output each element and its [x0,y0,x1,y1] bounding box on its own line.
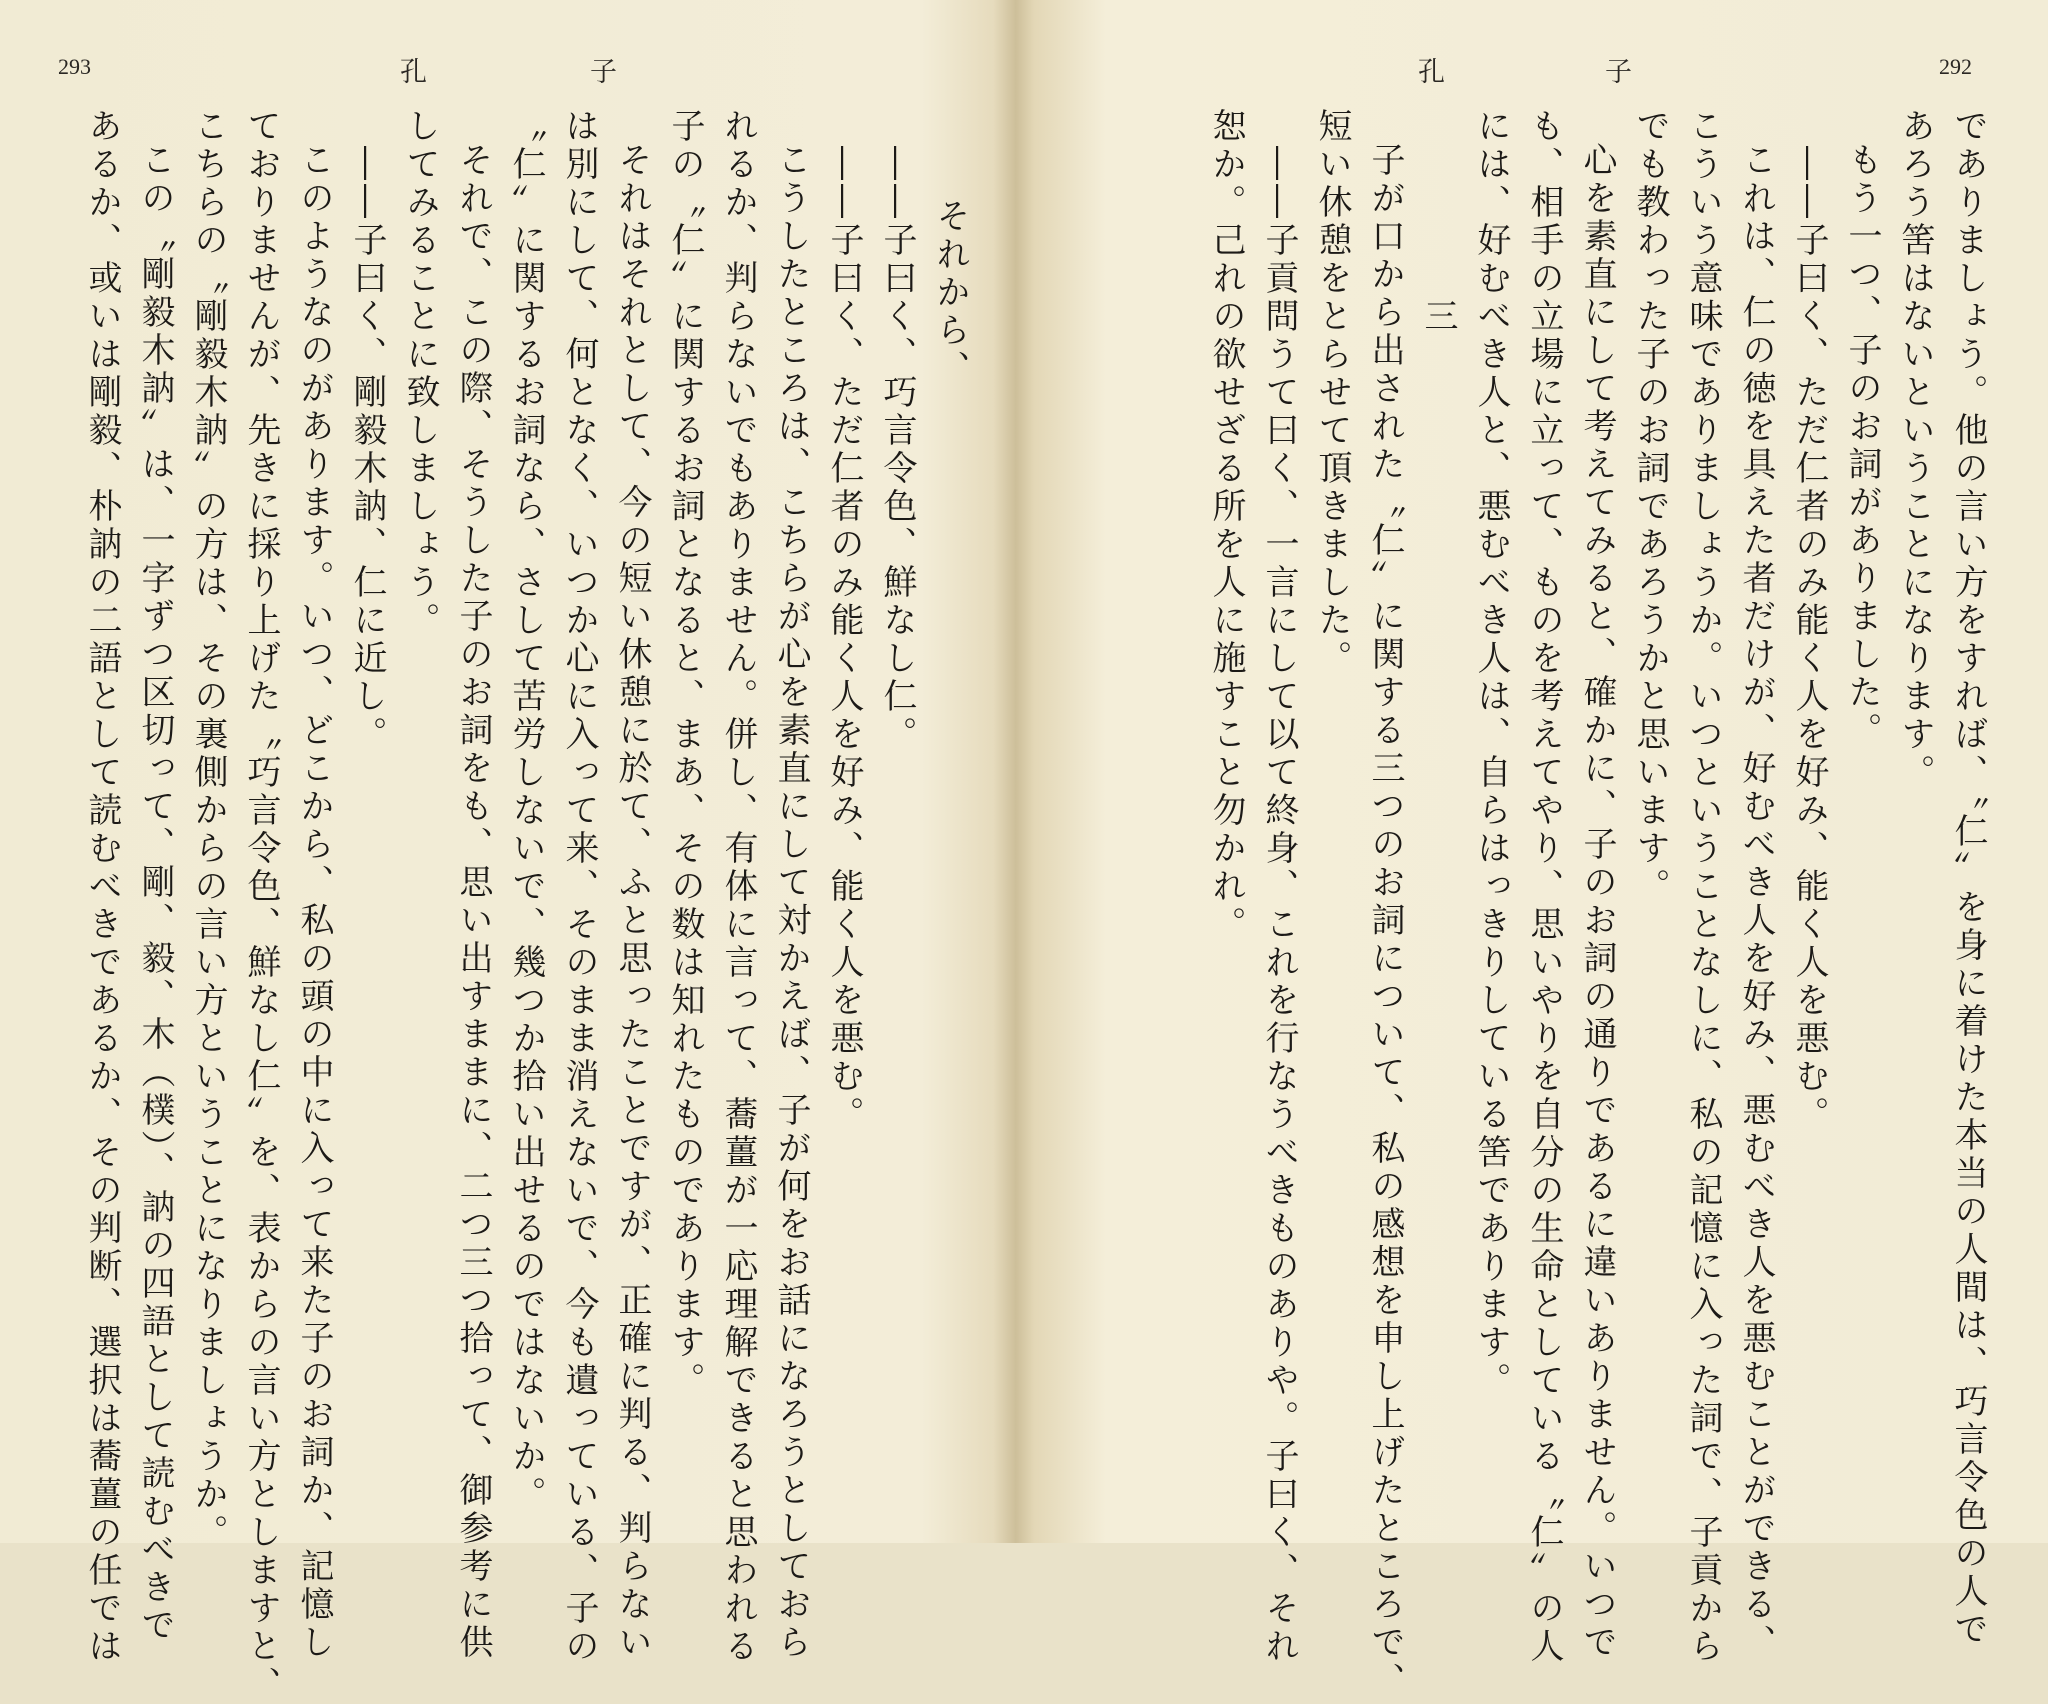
running-header-char: 孔 [400,57,427,88]
text-line: この〝剛毅木訥〟は、一字ずつ区切って、剛、毅、木（樸）、訥の四語として読むべきで [135,142,175,1645]
text-line: には、好むべき人と、悪むべき人は、自らはっきりしている筈であります。 [1471,108,1511,1400]
text-line: このようなのがあります。いつ、どこから、私の頭の中に入って来た子のお詞か、記憶し [294,142,334,1662]
text-line: これは、仁の徳を具えた者だけが、好むべき人を好み、悪むべき人を悪むことができる、 [1736,142,1776,1662]
body-text [1062,108,1994,1700]
text-line: こうしたところは、こちらが心を素直にして対かえば、子が何をお話になろうとしておら [771,142,811,1662]
text-line: ――子曰く、巧言令色、鮮なし仁。 [877,146,917,754]
text-line: ――子貢問うて曰く、一言にして以て終身、これを行なうべきものありや。子曰く、それ [1259,146,1299,1666]
text-line: それはそれとして、今の短い休憩に於て、ふと思ったことですが、正確に判る、判らない [612,142,652,1662]
text-line: ――子曰く、剛毅木訥、仁に近し。 [347,146,387,754]
page-left [0,0,1010,1704]
text-line: もう一つ、子のお詞がありました。 [1842,142,1882,750]
text-line: それから、 [930,198,970,388]
body-text [36,108,976,1704]
text-line: こちらの〝剛毅木訥〟の方は、その裏側からの言い方ということになりましょうか。 [188,108,228,1552]
text-line: 恕か。己れの欲せざる所を人に施すこと勿かれ。 [1206,108,1246,944]
text-line: それで、この際、そうした子のお詞をも、思い出すままに、二つ三つ拾って、御参考に供 [453,142,493,1662]
text-line: 子が口から出された〝仁〟に関する三つのお詞について、私の感想を申し上げたところで、 [1365,142,1405,1700]
page-number: 293 [58,54,91,79]
page-right [1038,0,2048,1700]
text-line: あるか、或いは剛毅、朴訥の二語として読むべきであるか、その判断、選択は蕎薑の任では [82,108,122,1666]
section-number: 三 [1418,298,1458,336]
text-line: 子の〝仁〟に関するお詞となると、まあ、その数は知れたものであります。 [665,108,705,1400]
text-line: あろう筈はないということになります。 [1895,108,1935,792]
running-header-char: 子 [1605,57,1632,88]
text-line: でも教わった子のお詞であろうかと思います。 [1630,108,1670,906]
text-line: ておりませんが、先きに採り上げた〝巧言令色、鮮なし仁〟を、表からの言い方としますと、 [241,108,281,1704]
text-line: でありましょう。他の言い方をすれば、〝仁〟を身に着けた本当の人間は、巧言令色の人で [1948,108,1988,1649]
page-number: 292 [1939,54,1972,79]
running-header-char: 孔 [1418,57,1445,88]
text-line: れるか、判らないでもありません。併し、有体に言って、蕎薑が一応理解できると思われる [718,108,758,1666]
text-line: 短い休憩をとらせて頂きました。 [1312,108,1352,678]
text-line: 〝仁〟に関するお詞なら、さして苦労しないで、幾つか拾い出せるのではないか。 [506,108,546,1514]
text-line: してみることに致しましょう。 [400,108,440,640]
text-line: ――子曰く、ただ仁者のみ能く人を好み、能く人を悪む。 [1789,146,1829,1134]
text-line: こういう意味でありましょうか。いつということなしに、私の記憶に入った詞で、子貢から [1683,108,1723,1666]
running-header-char: 子 [590,57,617,88]
text-line: は別にして、何となく、いつか心に入って来、そのまま消えないで、今も遺っている、子の [559,108,599,1666]
text-line: も、相手の立場に立って、ものを考えてやり、思いやりを自分の生命としている〝仁〟の人 [1524,108,1564,1666]
text-line: ――子曰く、ただ仁者のみ能く人を好み、能く人を悪む。 [824,146,864,1134]
text-line: 心を素直にして考えてみると、確かに、子のお詞の通りであるに違いありません。いつで [1577,142,1617,1662]
